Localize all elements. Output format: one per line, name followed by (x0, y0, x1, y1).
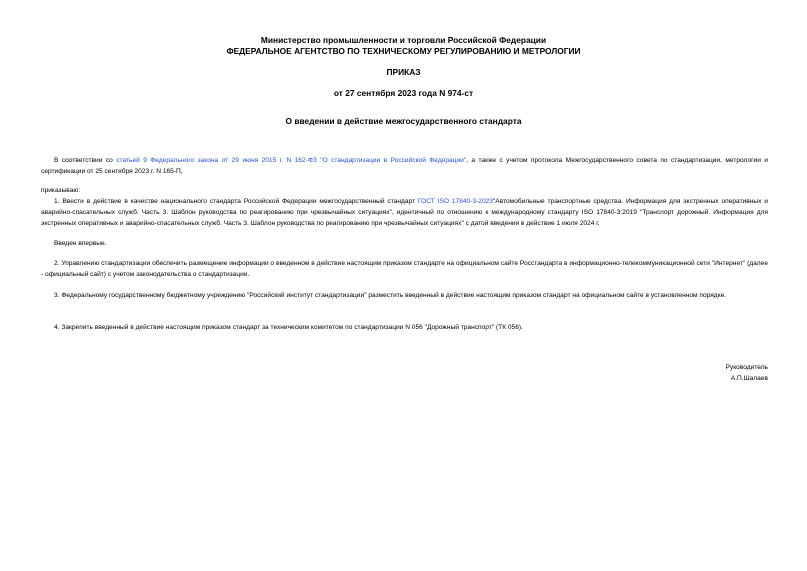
item-3-paragraph: 3. Федеральному государственному бюджетному учреждению "Российский институт стандартизации" разместить введенный в действие настоящим приказом стандарт на официальном сайте в установленном порядке. (54, 292, 727, 299)
item-1-suffix: "Автомобильные транспортные средства. Информация для экстренных оперативных и аварийно-спасательных служб. Часть 3. Шаблон руководства по реагированию при чрезвычайных ситуациях", идентичный по отношению к международному стандарту ISO 17840-3:2019 "Транспорт дорожный. Информация для экстренных оперативных и аварийно-спасательных служб. Часть 3. Шаблон руководства по реагированию при чрезвычайных ситуациях" с датой введения в действие 1 июля 2024 г. (41, 198, 768, 227)
document-date-number: от 27 сентября 2023 года N 974-ст (333, 88, 474, 98)
federal-law-link[interactable]: статьей 9 Федерального закона от 29 июня 2015 г. N 162-ФЗ "О стандартизации в Российской Федерации" (116, 157, 467, 164)
basis-prefix: В соответствии со (54, 157, 117, 164)
document-type: ПРИКАЗ (386, 67, 421, 77)
introduced-note: Введен впервые. (54, 240, 107, 247)
signatory-name: А.П.Шалаев (730, 375, 768, 382)
ordered-line: приказываю: (41, 187, 81, 194)
basis-suffix: , а также с учетом протокола Межгосударственного совета по стандартизации, метрологии и сертификации от 25 сентября 2023 г. N 165-П, (41, 157, 768, 175)
signatory-role: Руководитель (725, 364, 768, 371)
item-2-paragraph: 2. Управлению стандартизации обеспечить размещение информации о введенном в действие настоящим приказом стандарте на официальном сайте Росстандарта в информационно-телекоммуникационной сети "Интернет" (далее - официальный сайт) с учетом законодательства о стандартизации. (41, 260, 768, 278)
basis-paragraph (41, 155, 768, 177)
ministry-title: Министерство промышленности и торговли Российской Федерации (260, 35, 547, 45)
item-4-paragraph: 4. Закрепить введенный в действие настоящим приказом стандарт за техническим комитетом по стандартизации N 056 "Дорожный транспорт" (ТК 056). (54, 324, 523, 331)
document-subject: О введении в действие межгосударственного стандарта (285, 116, 522, 126)
item-1-paragraph (41, 196, 768, 229)
agency-title: ФЕДЕРАЛЬНОЕ АГЕНТСТВО ПО ТЕХНИЧЕСКОМУ РЕГУЛИРОВАНИЮ И МЕТРОЛОГИИ (226, 46, 581, 56)
item-1-prefix: 1. Ввести в действие в качестве национального стандарта Российской Федерации межгосударственный стандарт (54, 198, 418, 205)
standard-link[interactable]: ГОСТ ISO 17840-3-2023 (417, 198, 493, 205)
